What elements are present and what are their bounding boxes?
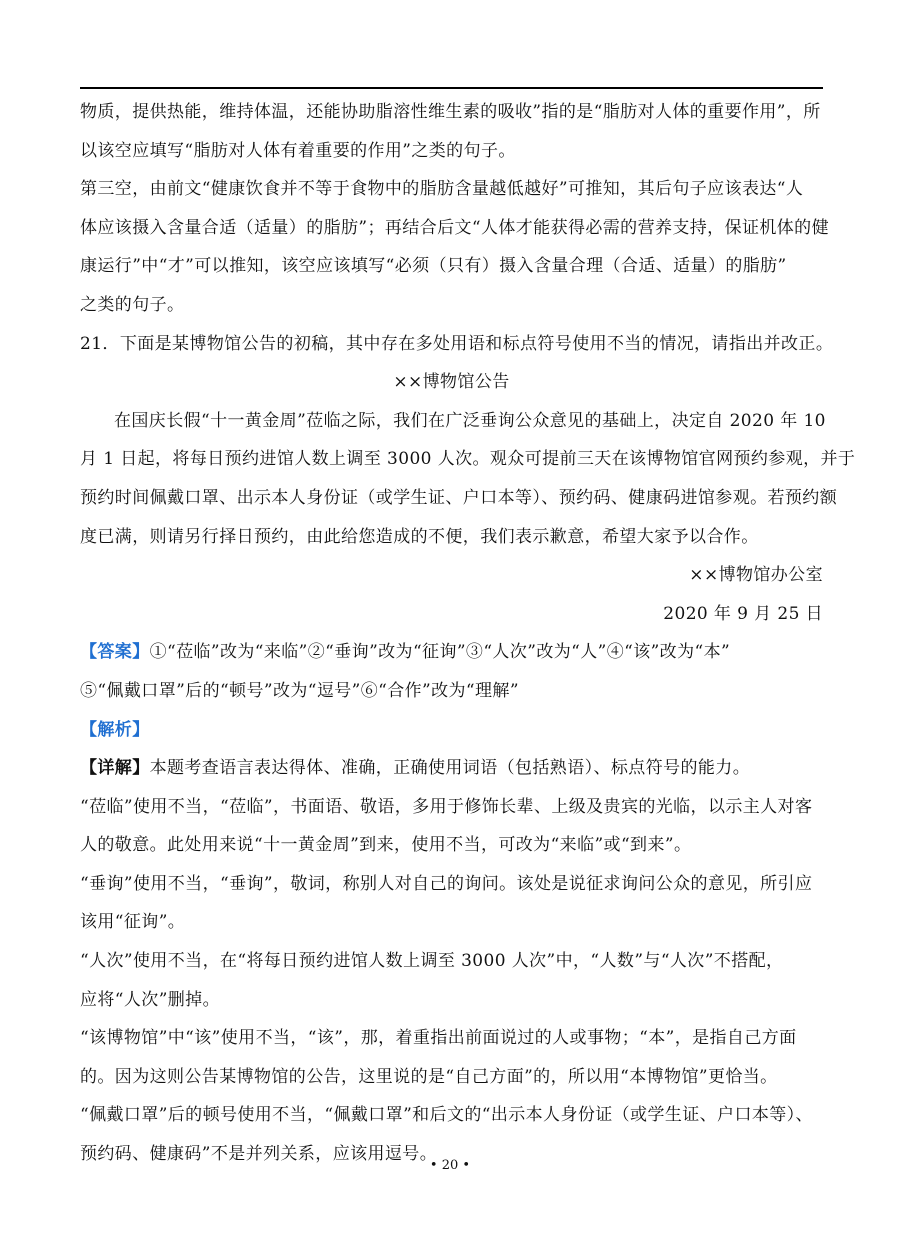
detail-line-6: 应将“人次”删掉。 xyxy=(80,989,220,1010)
notice-title: ××博物馆公告 xyxy=(393,372,510,393)
notice-date: 2020 年 9 月 25 日 xyxy=(663,603,823,624)
detail-intro-text: 本题考查语言表达得体、准确，正确使用词语（包括熟语）、标点符号的能力。 xyxy=(149,758,751,779)
detail-line-10: 预约码、健康码”不是并列关系，应该用逗号。 xyxy=(80,1144,438,1165)
prev-line-1: 物质，提供热能，维持体温，还能协助脂溶性维生素的吸收”指的是“脂肪对人体的重要作用”，所 xyxy=(80,102,821,122)
detail-line-1: “莅临”使用不当，“莅临”，书面语、敬语，多用于修饰长辈、上级及贵宾的光临，以示主人对客 xyxy=(80,796,813,817)
detail-line-9: “佩戴口罩”后的顿号使用不当，“佩戴口罩”和后文的“出示本人身份证（或学生证、户口本等）、 xyxy=(80,1105,813,1126)
notice-line-4: 度已满，则请另行择日预约，由此给您造成的不便，我们表示歉意，希望大家予以合作。 xyxy=(80,526,759,547)
analysis-heading xyxy=(80,711,823,750)
prev-line-2: 以该空应填写“脂肪对人体有着重要的作用”之类的句子。 xyxy=(80,140,516,161)
prev-line-6: 之类的句子。 xyxy=(80,294,185,315)
detail-line-5: “人次”使用不当，在“将每日预约进馆人数上调至 3000 人次”中，“人数”与“人次”不搭配， xyxy=(80,951,784,972)
prev-line-4: 体应该摄入含量合适（适量）的脂肪”；再结合后文“人体才能获得必需的营养支持，保证机体的健 xyxy=(80,217,829,238)
top-rule xyxy=(80,87,823,89)
analysis-label: 【解析】 xyxy=(80,719,150,740)
answer-line-2: ⑤“佩戴口罩”后的“顿号”改为“逗号”⑥“合作”改为“理解” xyxy=(80,680,519,701)
answer-line-1 xyxy=(80,633,823,672)
document-body xyxy=(80,93,856,1174)
detail-line-3: “垂询”使用不当，“垂询”，敬词，称别人对自己的询问。该处是说征求询问公众的意见，所引应 xyxy=(80,873,813,894)
detail-line-2: 人的敬意。此处用来说“十一黄金周”到来，使用不当，可改为“来临”或“到来”。 xyxy=(80,835,692,856)
answer-label: 【答案】 xyxy=(80,642,150,663)
prev-line-3: 第三空，由前文“健康饮食并不等于食物中的脂肪含量越低越好”可推知，其后句子应该表达“人 xyxy=(80,179,804,200)
detail-intro xyxy=(80,749,823,788)
notice-signature: ××博物馆办公室 xyxy=(689,565,823,586)
prev-line-5: 康运行”中“才”可以推知，该空应该填写“必须（只有）摄入含量合理（合适、适量）的脂肪” xyxy=(80,256,787,277)
detail-line-7: “该博物馆”中“该”使用不当，“该”，那，着重指出前面说过的人或事物；“本”，是指自己方面 xyxy=(80,1028,797,1049)
page-number: • 20 • xyxy=(429,1158,471,1173)
notice-line-1: 在国庆长假“十一黄金周”莅临之际，我们在广泛垂询公众意见的基础上，决定自 2020 年 10 xyxy=(114,410,826,431)
answer-text-1: ①“莅临”改为“来临”②“垂询”改为“征询”③“人次”改为“人”④“该”改为“本” xyxy=(149,642,731,663)
detail-line-8: 的。因为这则公告某博物馆的公告，这里说的是“自己方面”的，所以用“本博物馆”更恰当。 xyxy=(80,1066,778,1087)
notice-line-2: 月 1 日起，将每日预约进馆人数上调至 3000 人次。观众可提前三天在该博物馆官网预约参观，并于 xyxy=(80,449,856,470)
notice-line-3: 预约时间佩戴口罩、出示本人身份证（或学生证、户口本等）、预约码、健康码进馆参观。若预约额 xyxy=(80,487,838,508)
detail-line-4: 该用“征询”。 xyxy=(80,912,186,933)
detail-label: 【详解】 xyxy=(80,758,150,779)
question-21: 21．下面是某博物馆公告的初稿，其中存在多处用语和标点符号使用不当的情况，请指出并改正。 xyxy=(80,333,834,354)
